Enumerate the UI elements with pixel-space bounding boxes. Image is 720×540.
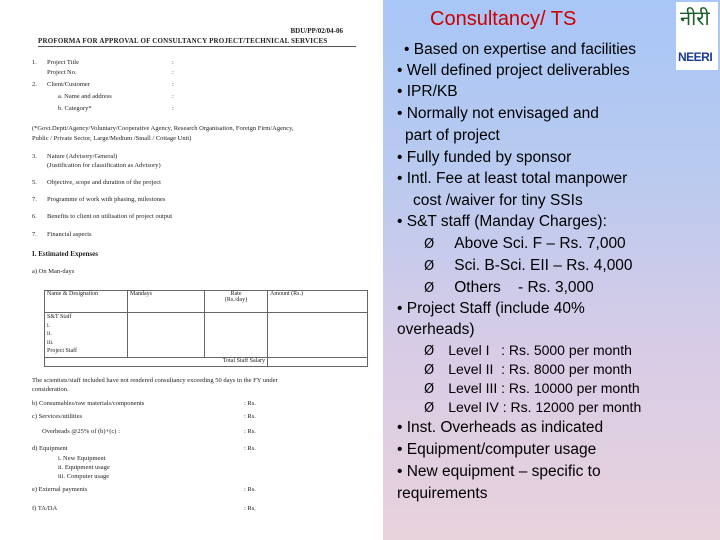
arrow-icon: Ø bbox=[424, 259, 435, 274]
arrow-icon: Ø bbox=[424, 344, 435, 359]
item-3-number: 3. bbox=[32, 153, 37, 160]
item-services: c) Services/utilities bbox=[32, 413, 83, 420]
on-man-days: a) On Man-days bbox=[32, 268, 75, 275]
item-nature: Nature (Advisory/General) bbox=[47, 153, 118, 160]
staff-level-3: Ø Level III : Rs. 10000 per month bbox=[424, 380, 640, 397]
item-consumables: b) Consumables/raw materials/components bbox=[32, 400, 145, 407]
slide-title: Consultancy/ TS bbox=[430, 8, 577, 30]
title-divider bbox=[38, 46, 356, 47]
staff-level-1: Ø Level I : Rs. 5000 per month bbox=[424, 342, 632, 359]
bullet-expertise: • Based on expertise and facilities bbox=[404, 41, 637, 58]
bullet-deliverables: • Well defined project deliverables bbox=[397, 62, 630, 79]
item-financial: Financial aspects bbox=[47, 231, 92, 238]
item-project-no: Project No. bbox=[47, 69, 77, 76]
row-iii: iii. bbox=[47, 339, 54, 346]
services-rs: : Rs. bbox=[244, 413, 256, 420]
colon-2: : bbox=[172, 69, 174, 76]
bullet-new-equipment-cont: requirements bbox=[397, 485, 488, 502]
bullet-not-envisaged-cont: part of project bbox=[405, 127, 500, 144]
item-objective: Objective, scope and duration of the project bbox=[47, 179, 161, 186]
bullet-project-staff: • Project Staff (include 40% bbox=[397, 300, 585, 317]
item-6-number: 7. bbox=[32, 196, 37, 203]
item-client: Client/Customer bbox=[47, 81, 90, 88]
row-i: i. bbox=[47, 322, 51, 329]
external-payments-rs: : Rs. bbox=[244, 486, 256, 493]
sci-rate-above-f: Ø Above Sci. F – Rs. 7,000 bbox=[424, 235, 626, 252]
bullet-intl-fee-cont: cost /waiver for tiny SSIs bbox=[413, 192, 583, 209]
item-5-number: 5. bbox=[32, 179, 37, 186]
item-1-number: 1. bbox=[32, 59, 37, 66]
item-2-number: 2. bbox=[32, 81, 37, 88]
neeri-logo bbox=[676, 2, 718, 70]
row-project-staff: Project Staff bbox=[47, 348, 78, 354]
item-name-address: a. Name and address bbox=[58, 93, 112, 100]
bullet-equipment-usage: • Equipment/computer usage bbox=[397, 441, 597, 458]
item-8-number: 7. bbox=[32, 231, 37, 238]
item-ta-da: f) TA/DA bbox=[32, 505, 58, 512]
scientists-note-2: consideration. bbox=[32, 386, 69, 393]
computer-usage: iii. Computer usage bbox=[58, 473, 110, 480]
th-rate: Rate bbox=[230, 291, 242, 297]
sci-rate-b-eii: Ø Sci. B-Sci. EII – Rs. 4,000 bbox=[424, 257, 633, 274]
logo-hindi-text: नीरी bbox=[680, 6, 710, 30]
equipment-rs: : Rs. bbox=[244, 445, 256, 452]
item-external-payments: e) External payments bbox=[32, 486, 88, 493]
consumables-rs: : Rs. bbox=[244, 400, 256, 407]
item-programme: Programme of work with phasing, milestones bbox=[47, 196, 166, 203]
bullet-st-staff: • S&T staff (Manday Charges): bbox=[397, 213, 607, 230]
staff-level-2: Ø Level II : Rs. 8000 per month bbox=[424, 361, 632, 378]
th-mandays: Mandays bbox=[130, 291, 152, 297]
estimated-expenses-heading: I. Estimated Expenses bbox=[32, 250, 98, 258]
logo-english-text: NEERI bbox=[678, 50, 713, 64]
colon-4: : bbox=[172, 93, 174, 100]
category-note-2: Public / Private Sector, Large/Medium /Small / Cottage Unit) bbox=[32, 135, 192, 142]
form-title: PROFORMA FOR APPROVAL OF CONSULTANCY PROJECT/TECHNICAL SERVICES bbox=[38, 37, 328, 45]
colon-3: : bbox=[172, 81, 174, 88]
bullet-inst-overheads: • Inst. Overheads as indicated bbox=[397, 419, 604, 436]
colon-1: : bbox=[172, 59, 174, 66]
sci-rate-others: Ø Others - Rs. 3,000 bbox=[424, 279, 594, 296]
bullet-not-envisaged: • Normally not envisaged and bbox=[397, 105, 599, 122]
row-total-staff-salary: Total Staff Salary bbox=[222, 358, 265, 364]
item-project-title: Project Title bbox=[47, 59, 79, 66]
arrow-icon: Ø bbox=[424, 382, 435, 397]
item-category: b. Category* bbox=[58, 105, 92, 112]
item-benefits: Benefits to client on utilisation of project output bbox=[47, 213, 173, 220]
equipment-new: i. New Equipment bbox=[58, 455, 106, 462]
th-rate-unit: (Rs./day) bbox=[224, 297, 248, 303]
staff-level-4: Ø Level IV : Rs. 12000 per month bbox=[424, 399, 642, 416]
arrow-icon: Ø bbox=[424, 237, 435, 252]
colon-5: : bbox=[172, 105, 174, 112]
ta-da-rs: : Rs. bbox=[244, 505, 256, 512]
bullet-project-staff-cont: overheads) bbox=[397, 321, 475, 338]
form-code: BDU/PP/02/04-06 bbox=[290, 27, 343, 35]
scientists-note-1: The scientists/staff included have not rendered consultancy exceeding 50 days in the FY under bbox=[32, 377, 278, 384]
row-st-staff: S&T Staff bbox=[47, 314, 72, 320]
bullet-ipr: • IPR/KB bbox=[397, 83, 458, 100]
mandays-table bbox=[44, 290, 368, 367]
item-7-number: 6. bbox=[32, 213, 37, 220]
arrow-icon: Ø bbox=[424, 401, 435, 416]
arrow-icon: Ø bbox=[424, 281, 435, 296]
category-note-1: (*Govt.Deptt/Agency/Voluntary/Cooperative Agency, Research Organisation, Foreign Firm/Agency, bbox=[32, 125, 294, 132]
item-nature-justification: (Justification for classification as Advisory) bbox=[47, 162, 161, 169]
bullet-intl-fee: • Intl. Fee at least total manpower bbox=[397, 170, 628, 187]
equipment-usage: ii. Equipment usage bbox=[58, 464, 110, 471]
th-amount: Amount (Rs.) bbox=[270, 291, 303, 297]
row-ii: ii. bbox=[47, 331, 52, 337]
overheads-rs: : Rs. bbox=[244, 428, 256, 435]
bullet-fully-funded: • Fully funded by sponsor bbox=[397, 149, 572, 166]
th-name-designation: Name & Designation bbox=[47, 291, 98, 297]
item-equipment: d) Equipment bbox=[32, 445, 68, 452]
item-overheads: Overheads @25% of (b)+(c) : bbox=[42, 428, 120, 435]
bullet-new-equipment: • New equipment – specific to bbox=[397, 463, 601, 480]
arrow-icon: Ø bbox=[424, 363, 435, 378]
